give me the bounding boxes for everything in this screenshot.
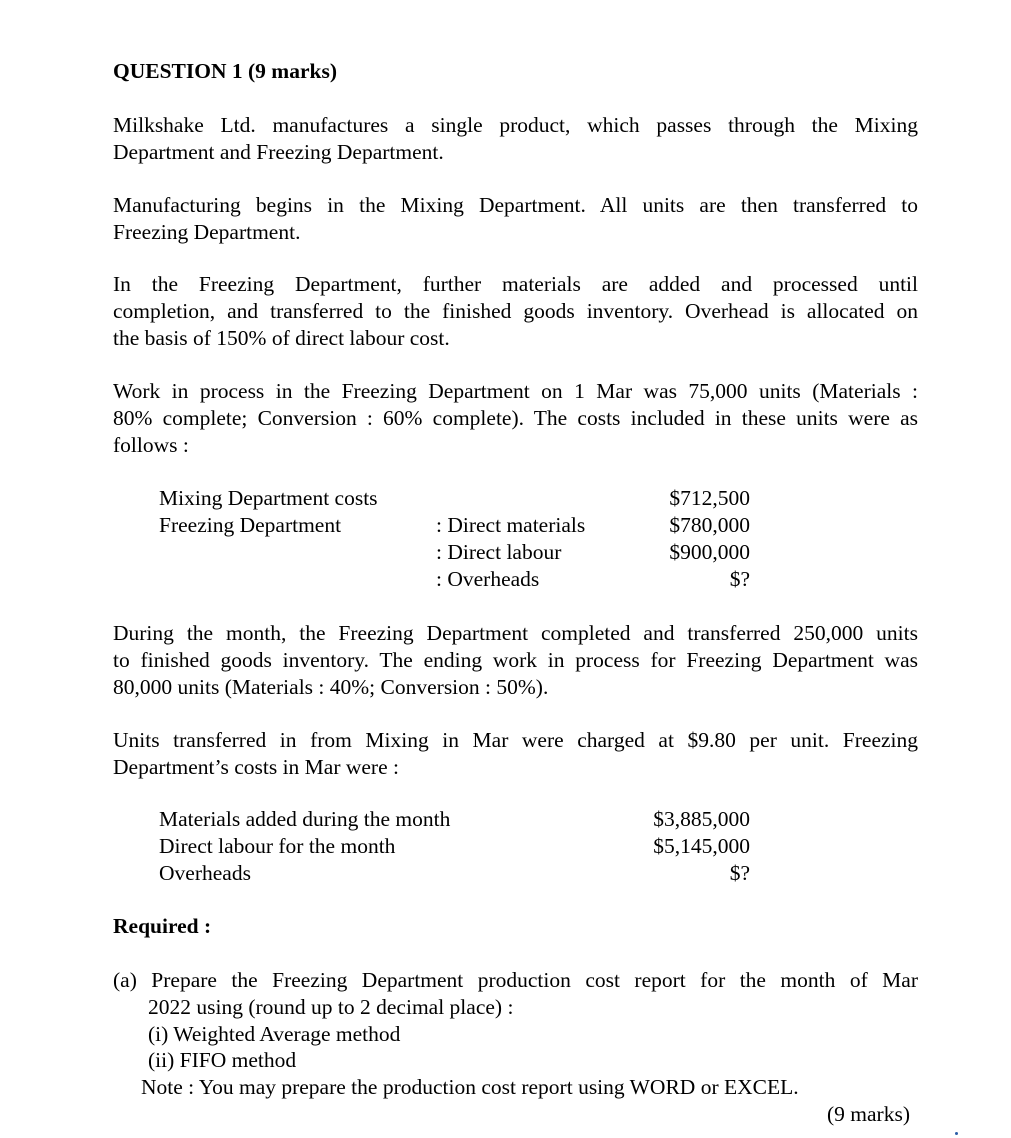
required-note: Note : You may prepare the production cost report using WORD or EXCEL. [141, 1075, 799, 1099]
paragraph-during-month [113, 620, 918, 701]
cost-label: Materials added during the month [159, 807, 451, 831]
cost-amount: $900,000 [669, 540, 750, 564]
paragraph-line: Units transferred in from Mixing in Mar were charged at $9.80 per unit. Freezing [113, 728, 918, 752]
paragraph-freezing [113, 271, 918, 352]
paragraph-line: During the month, the Freezing Department completed and transferred 250,000 units [113, 621, 918, 645]
paragraph-line: to finished goods inventory. The ending work in process for Freezing Department was [113, 648, 918, 672]
cost-amount: $712,500 [669, 486, 750, 510]
paragraph-line: the basis of 150% of direct labour cost. [113, 326, 450, 350]
required-sub-item-i: (i) Weighted Average method [148, 1022, 401, 1046]
cost-amount: $780,000 [669, 513, 750, 537]
cost-sublabel: : Overheads [436, 567, 540, 591]
scan-mark-icon [955, 1132, 958, 1135]
paragraph-line: In the Freezing Department, further materials are added and processed until [113, 272, 918, 296]
required-a-line: (a) Prepare the Freezing Department production cost report for the month of Mar [113, 968, 918, 992]
paragraph-line: completion, and transferred to the finished goods inventory. Overhead is allocated on [113, 299, 918, 323]
paragraph-line: Manufacturing begins in the Mixing Department. All units are then transferred to [113, 193, 918, 217]
cost-amount: $? [729, 567, 750, 591]
paragraph-transferred-in [113, 727, 918, 781]
cost-label: Direct labour for the month [159, 834, 396, 858]
cost-sublabel: : Direct materials [436, 513, 586, 537]
cost-label: Overheads [159, 861, 251, 885]
paragraph-line: 80,000 units (Materials : 40%; Conversion : 50%). [113, 675, 549, 699]
paragraph-line: Department’s costs in Mar were : [113, 755, 399, 779]
paragraph-line: Department and Freezing Department. [113, 140, 444, 164]
required-heading: Required : [113, 914, 212, 938]
paragraph-mixing [113, 192, 918, 246]
cost-amount: $? [729, 861, 750, 885]
paragraph-line: Milkshake Ltd. manufactures a single product, which passes through the Mixing [113, 113, 918, 137]
required-sub-item-ii: (ii) FIFO method [148, 1048, 297, 1072]
paragraph-line: follows : [113, 433, 189, 457]
paragraph-intro [113, 112, 918, 166]
cost-amount: $3,885,000 [653, 807, 750, 831]
question-title: QUESTION 1 (9 marks) [113, 59, 337, 83]
cost-label: Freezing Department [159, 513, 342, 537]
cost-label: Mixing Department costs [159, 486, 378, 510]
paragraph-opening-wip [113, 378, 918, 459]
required-a-line: 2022 using (round up to 2 decimal place) : [148, 995, 514, 1019]
cost-sublabel: : Direct labour [436, 540, 562, 564]
marks-label: (9 marks) [827, 1102, 910, 1126]
cost-amount: $5,145,000 [653, 834, 750, 858]
paragraph-line: 80% complete; Conversion : 60% complete). The costs included in these units were as [113, 406, 918, 430]
paragraph-line: Freezing Department. [113, 220, 301, 244]
required-item-a [113, 967, 918, 994]
paragraph-line: Work in process in the Freezing Department on 1 Mar was 75,000 units (Materials : [113, 379, 918, 403]
